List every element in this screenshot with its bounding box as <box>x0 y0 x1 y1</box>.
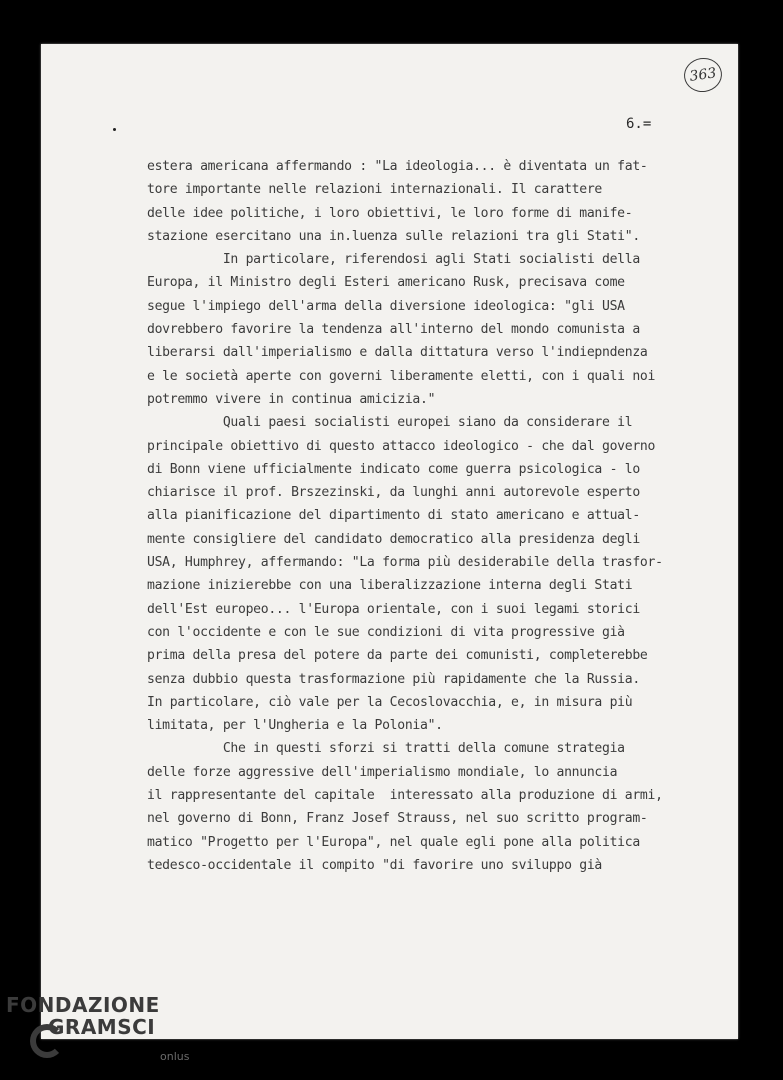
text-line: di Bonn viene ufficialmente indicato come guerra psicologica - lo <box>147 461 640 477</box>
text-line: mazione inizierebbe con una liberalizzazione interna degli Stati <box>147 578 633 594</box>
watermark-logo <box>6 994 160 1038</box>
text-line: chiarisce il prof. Brszezinski, da lunghi anni autorevole esperto <box>147 485 640 501</box>
text-line: senza dubbio questa trasformazione più rapidamente che la Russia. <box>147 671 640 687</box>
text-line: segue l'impiego dell'arma della diversione ideologica: "gli USA <box>147 298 625 314</box>
ink-dot <box>113 128 116 131</box>
archive-stamp: 363 <box>682 56 724 95</box>
text-line: il rappresentante del capitale interessato alla produzione di armi, <box>147 788 663 804</box>
text-line: mente consigliere del candidato democratico alla presidenza degli <box>147 531 640 547</box>
text-line: delle idee politiche, i loro obiettivi, le loro forme di manife- <box>147 205 633 221</box>
text-line: dell'Est europeo... l'Europa orientale, con i suoi legami storici <box>147 601 640 617</box>
text-line: dovrebbero favorire la tendenza all'interno del mondo comunista a <box>147 322 640 338</box>
text-line: stazione esercitano una in.luenza sulle relazioni tra gli Stati". <box>147 228 640 244</box>
document-page <box>41 44 738 1039</box>
text-line: Che in questi sforzi si tratti della comune strategia <box>147 741 625 757</box>
text-line: alla pianificazione del dipartimento di stato americano e attual- <box>147 508 640 524</box>
text-line: USA, Humphrey, affermando: "La forma più desiderabile della trasfor- <box>147 555 663 571</box>
text-line: con l'occidente e con le sue condizioni di vita progressive già <box>147 624 625 640</box>
text-line: In particolare, ciò vale per la Cecoslovacchia, e, in misura più <box>147 694 633 710</box>
text-line: e le società aperte con governi liberamente eletti, con i quali noi <box>147 368 656 384</box>
text-line: estera americana affermando : "La ideologia... è diventata un fat- <box>147 159 648 174</box>
text-line: delle forze aggressive dell'imperialismo mondiale, lo annuncia <box>147 764 618 780</box>
text-line: tore importante nelle relazioni internazionali. Il carattere <box>147 182 602 198</box>
watermark-line-2: GRAMSCI <box>48 1015 156 1039</box>
text-line: liberarsi dall'imperialismo e dalla dittatura verso l'indiepndenza <box>147 345 648 361</box>
watermark-line-1: FONDAZIONE <box>6 993 160 1017</box>
watermark-suffix: onlus <box>160 1050 190 1063</box>
text-line: nel governo di Bonn, Franz Josef Strauss, nel suo scritto program- <box>147 811 648 827</box>
page-number: 6.= <box>626 116 652 132</box>
typed-text-body <box>147 155 707 877</box>
text-line: potremmo vivere in continua amicizia." <box>147 391 436 407</box>
text-line: Europa, il Ministro degli Esteri americano Rusk, precisava come <box>147 275 625 291</box>
gramsci-logo-icon <box>30 1024 64 1058</box>
text-line: In particolare, riferendosi agli Stati socialisti della <box>147 252 640 268</box>
text-line: tedesco-occidentale il compito "di favorire uno sviluppo già <box>147 857 602 873</box>
text-line: Quali paesi socialisti europei siano da considerare il <box>147 415 633 431</box>
text-line: limitata, per l'Ungheria e la Polonia". <box>147 718 443 734</box>
text-line: matico "Progetto per l'Europa", nel quale egli pone alla politica <box>147 834 640 850</box>
text-line: prima della presa del potere da parte dei comunisti, completerebbe <box>147 648 648 664</box>
text-line: principale obiettivo di questo attacco ideologico - che dal governo <box>147 438 656 454</box>
